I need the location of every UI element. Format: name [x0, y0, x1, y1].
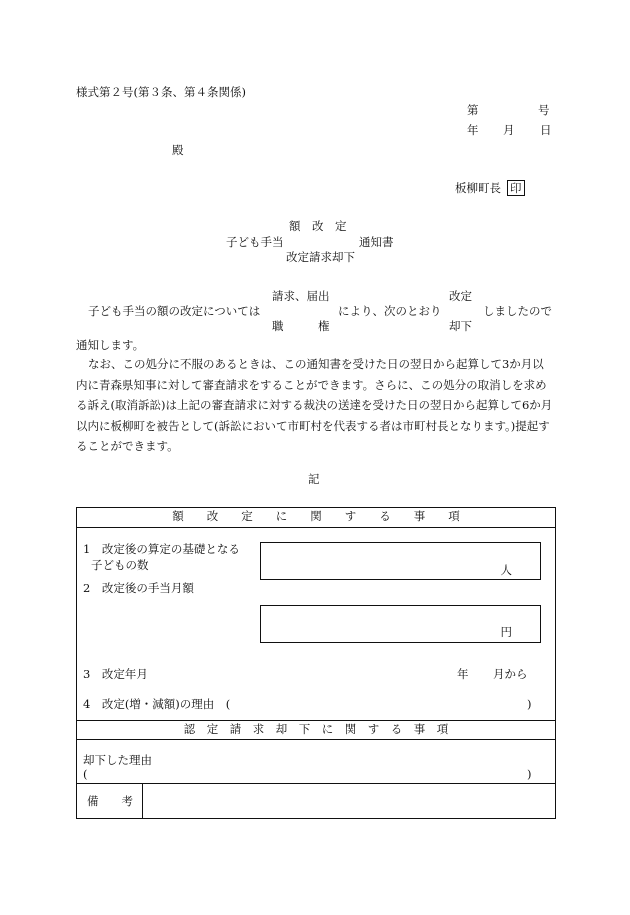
date-month: 月	[503, 123, 515, 137]
divider	[77, 739, 555, 740]
date-day: 日	[540, 123, 552, 137]
main-sentence-mid: により、次のとおり	[338, 304, 442, 318]
section-rejection-header: 認 定 請 求 却 下 に 関 す る 事 項	[183, 722, 449, 736]
divider	[142, 783, 143, 818]
option-ex-officio: 職 権	[272, 319, 330, 333]
form-number: 様式第２号(第３条、第４条関係)	[76, 85, 246, 99]
title-line-right: 通知書	[359, 235, 394, 249]
addressee-suffix: 殿	[172, 143, 184, 157]
appeal-notice: なお、この処分に不服のあるときは、この通知書を受けた日の翌日から起算して3か月以内に青森県知事に対して審査請求をすることができます。さらに、この処分の取消しを求める訴え(取消訴訟)は上記の審査請求に対する裁決の送達を受けた日の翌日から起算して6か月以内に板柳町を被告として(訴訟において市町村を代表する者は市町村長となります。)提起することができます。	[76, 357, 553, 453]
rejection-reason-label: 却下した理由	[83, 753, 152, 767]
monthly-allowance-field	[260, 605, 541, 643]
divider	[77, 527, 555, 528]
item3-month: 月から	[493, 667, 528, 681]
rejection-reason-close: )	[527, 767, 532, 781]
monthly-allowance-unit: 円	[500, 625, 512, 639]
item2-label: 2 改定後の手当月額	[83, 581, 194, 595]
title-line-left: 子ども手当	[226, 235, 284, 249]
section-revision-header: 額 改 定 に 関 す る 事 項	[172, 509, 460, 523]
main-sentence-right: しましたので	[483, 304, 552, 318]
divider	[77, 720, 555, 721]
divider	[77, 783, 555, 784]
title-line-bottom: 改定請求却下	[286, 250, 355, 264]
main-sentence-continuation: 通知します。	[76, 338, 145, 352]
children-count-unit: 人	[500, 563, 512, 577]
details-table	[76, 507, 556, 819]
document-number-label: 第	[467, 103, 479, 117]
item4-close-paren: )	[527, 697, 532, 711]
rejection-reason-open: (	[83, 767, 88, 781]
item1-label-line1: 1 改定後の算定の基礎となる	[83, 542, 240, 556]
ki-heading: 記	[308, 472, 320, 486]
children-count-field	[260, 542, 541, 580]
issuer-block	[455, 180, 525, 196]
item3-year: 年	[457, 667, 469, 681]
seal-mark: 印	[507, 180, 525, 196]
title-line-top: 額 改 定	[289, 219, 347, 233]
date-year: 年	[467, 123, 479, 137]
remarks-label: 備 考	[87, 794, 133, 808]
document-number-suffix: 号	[538, 103, 550, 117]
option-revision: 改定	[449, 289, 472, 303]
option-request-notice: 請求、届出	[272, 289, 330, 303]
item1-label-line2: 子どもの数	[91, 558, 149, 572]
main-sentence-left: 子ども手当の額の改定については	[88, 304, 261, 318]
option-rejection: 却下	[449, 319, 472, 333]
item3-label: 3 改定年月	[83, 667, 148, 681]
item4-label: 4 改定(増・減額)の理由 (	[83, 697, 231, 711]
issuer-name: 板柳町長	[455, 181, 501, 195]
